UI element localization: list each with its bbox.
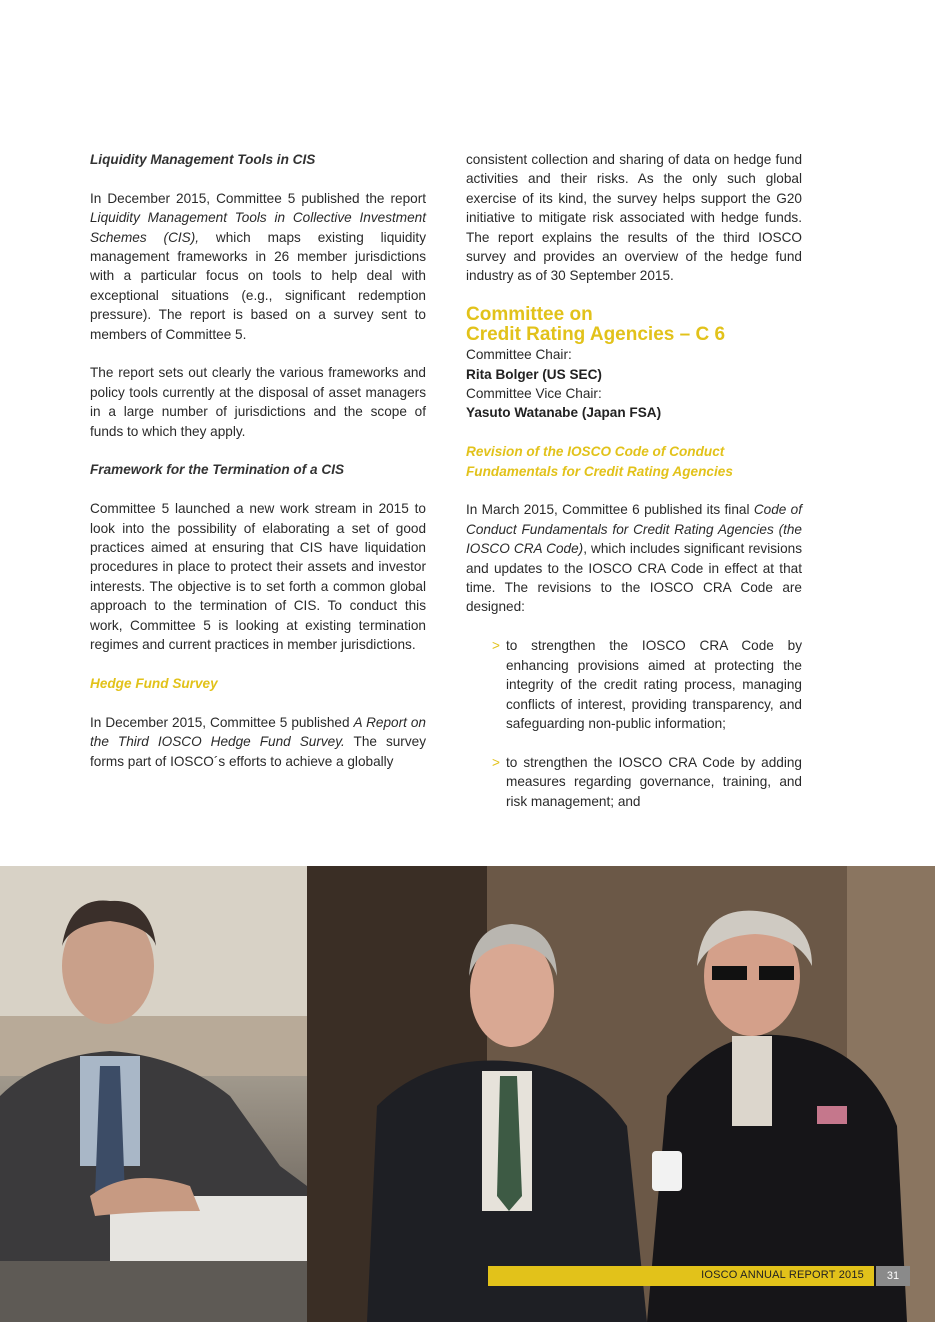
bullet-marker-icon: > xyxy=(492,638,500,654)
committee-vice-chair-name: Yasuto Watanabe (Japan FSA) xyxy=(466,405,662,421)
paragraph-hedge-fund-continued: consistent collection and sharing of data on hedge fund activities and their risks. As the only such global exercise of its kind, the survey helps support the G20 initiative to mitigate risk associated with hedge funds. The report explains the results of the third IOSCO survey and provides an overview of the hedge fund industry as of 30 September 2015. xyxy=(466,152,802,284)
code-title: Code of Conduct Fundamentals for Credit Rating Agencies (the IOSCO CRA Code) xyxy=(466,502,802,557)
report-title-liquidity: Liquidity Management Tools in Collective Investment Schemes (CIS), xyxy=(90,210,426,245)
page-number: 31 xyxy=(876,1266,910,1286)
footer-band xyxy=(488,1266,874,1286)
paragraph-liquidity-report: In December 2015, Committee 5 published the report Liquidity Management Tools in Collective Investment Schemes (CIS), which maps existing liquidity management frameworks in 26 member jurisdictions with a particular focus on tools to help deal with exceptional situations (e.g., significant redemption pressure). The report is based on a survey sent to members of Committee 5. xyxy=(90,190,427,342)
conference-photo-right xyxy=(307,866,935,1322)
subheading-hedge-fund-survey: Hedge Fund Survey xyxy=(90,675,218,691)
subheading-termination: Framework for the Termination of a CIS xyxy=(90,462,345,478)
paragraph-frameworks: The report sets out clearly the various frameworks and policy tools currently at the disposal of asset managers in a large number of jurisdictions and the scope of funds to which they apply. xyxy=(90,365,426,439)
conference-photo-left xyxy=(0,866,307,1322)
committee-vice-chair-label: Committee Vice Chair: xyxy=(466,386,602,402)
committee-chair-label: Committee Chair: xyxy=(466,347,572,363)
photo-illustration-left xyxy=(0,866,307,1322)
bullet-item: > to strengthen the IOSCO CRA Code by enhancing provisions aimed at protecting the integrity of the credit rating process, managing conflicts of interest, providing transparency, and safeguarding non-public information; xyxy=(492,638,802,731)
photo-illustration-right xyxy=(307,866,935,1322)
paragraph-cra-code: In March 2015, Committee 6 published its final Code of Conduct Fundamentals for Credit Rating Agencies (the IOSCO CRA Code), which includes significant revisions and updates to the IOSCO CRA Code in effect at that time. The revisions to the IOSCO CRA Code are designed: xyxy=(466,502,802,615)
bullet-marker-icon: > xyxy=(492,754,500,770)
report-title-hedge-fund: A Report on the Third IOSCO Hedge Fund Survey. xyxy=(90,714,426,750)
subheading-liquidity-tools: Liquidity Management Tools in CIS xyxy=(90,152,316,167)
paragraph-termination: Committee 5 launched a new work stream in 2015 to look into the possibility of elaborating a set of good practices aimed at ensuring that CIS have liquidation procedures in place to protect their assets and investor interests. The objective is to set forth a common global approach to the termination of CIS. To conduct this work, Committee 5 is looking at existing termination regimes and current practices in member jurisdictions. xyxy=(90,501,426,653)
subheading-revision-code: Revision of the IOSCO Code of Conduct Fundamentals for Credit Rating Agencies xyxy=(466,444,733,479)
bullet-item: > to strengthen the IOSCO CRA Code by adding measures regarding governance, training, and risk management; and xyxy=(492,754,802,809)
section-heading-c6: Committee on Credit Rating Agencies – C 6 xyxy=(466,304,726,346)
left-column xyxy=(90,150,426,771)
committee-chair-name: Rita Bolger (US SEC) xyxy=(466,366,602,382)
right-column xyxy=(466,150,802,811)
report-title-footer: IOSCO ANNUAL REPORT 2015 xyxy=(701,1269,864,1281)
paragraph-hedge-fund: In December 2015, Committee 5 published A Report on the Third IOSCO Hedge Fund Survey. The survey forms part of IOSCO´s efforts to achieve a globally xyxy=(90,714,426,769)
